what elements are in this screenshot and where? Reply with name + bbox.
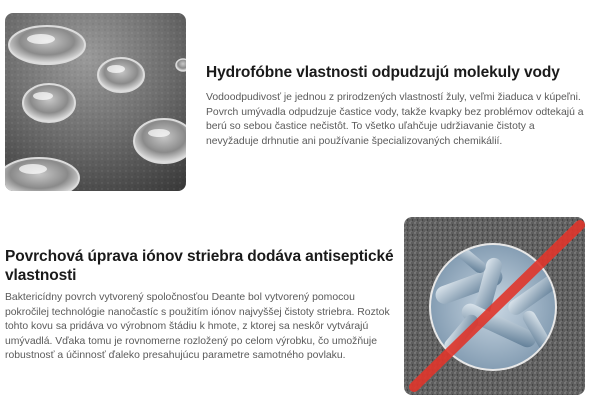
- section1-body: Vodoodpudivosť je jednou z prirodzených vlastností žuly, veľmi žiaduca v kúpeľni. Povrch umývadla odpudzuje častice vody, takže kvapky bez problémov odtekajú a berú so sebou častice nečistôt. To všetko uľahčuje udržiavanie čistoty a nevyžaduje drhnutie ani používanie špecializovaných chemikálií.: [206, 92, 584, 147]
- water-droplets-image: [5, 13, 186, 191]
- no-bacteria-image: [404, 217, 585, 395]
- section1-title: Hydrofóbne vlastnosti odpudzujú molekuly vody: [206, 64, 560, 81]
- section2-body: Baktericídny povrch vytvorený spoločnosťou Deante bol vytvorený pomocou pokročilej technológie nanočastíc s použitím iónov najvyššej čistoty striebra. Roztok tohto kovu sa pridáva vo výrobnom štádiu k hmote, z ktorej sa neskôr vytvárajú umývadlá. Vďaka tomu je rovnomerne rozložený po celom výrobku, čo umožňuje robustnosť a účinnosť ďaleko presahujúcu parametre samotného povlaku.: [5, 292, 390, 361]
- section2-title: Povrchová úprava iónov striebra dodáva antiseptické vlastnosti: [5, 248, 394, 284]
